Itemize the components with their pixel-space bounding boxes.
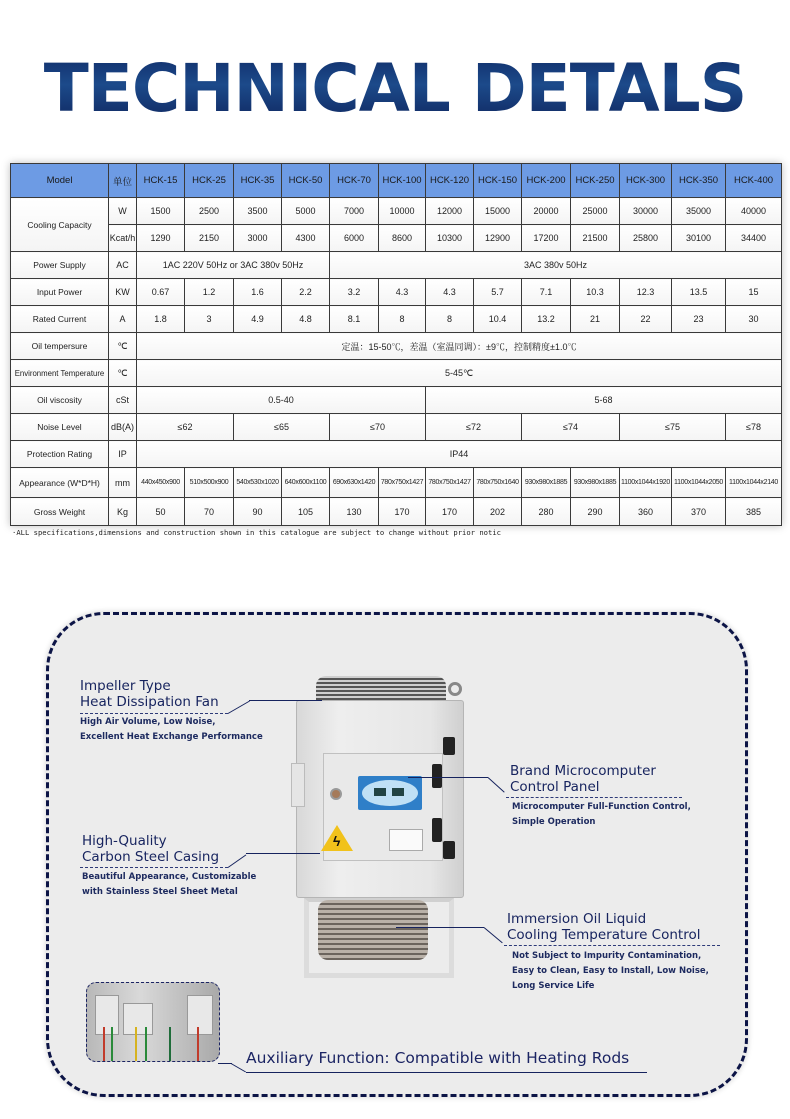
table-row-gross-weight xyxy=(11,498,782,526)
callout-fan-desc: High Air Volume, Low Noise, Excellent Heat Exchange Performance xyxy=(80,717,263,742)
table-cell: 930x980x1885 xyxy=(522,468,571,498)
table-cell: 510x500x900 xyxy=(185,468,234,498)
table-cell: ≤65 xyxy=(234,414,330,441)
table-row-input-power xyxy=(11,279,782,306)
table-cell: 930x980x1885 xyxy=(571,468,620,498)
table-cell: 12000 xyxy=(426,198,474,225)
lifting-eyebolt-icon xyxy=(448,682,462,696)
table-cell: ≤78 xyxy=(726,414,782,441)
cabinet-casing: ϟ xyxy=(296,700,464,898)
table-cell: 12900 xyxy=(474,225,522,252)
row-unit: IP xyxy=(109,441,137,468)
row-unit: A xyxy=(109,306,137,333)
table-cell: 8 xyxy=(426,306,474,333)
page-title: TECHNICAL DETALS xyxy=(0,44,790,134)
table-cell: 4.3 xyxy=(379,279,426,306)
table-cell: 3500 xyxy=(234,198,282,225)
table-cell: 定温：15-50℃，差温（室温同调）：±9℃，控制精度±1.0℃ xyxy=(137,333,782,360)
temperature-display-icon xyxy=(392,788,404,796)
row-unit: ℃ xyxy=(109,333,137,360)
table-cell: 2150 xyxy=(185,225,234,252)
table-cell: 1100x1044x1920 xyxy=(620,468,672,498)
table-cell: 21500 xyxy=(571,225,620,252)
table-cell: 50 xyxy=(137,498,185,526)
table-cell: ≤62 xyxy=(137,414,234,441)
door-latch-icon xyxy=(432,764,442,788)
row-label: Protection Rating xyxy=(11,441,109,468)
table-cell: 0.67 xyxy=(137,279,185,306)
table-cell: 4.3 xyxy=(426,279,474,306)
table-header-row xyxy=(11,164,782,198)
row-label: Environment Temperature xyxy=(11,360,109,387)
row-unit: ℃ xyxy=(109,360,137,387)
row-unit: mm xyxy=(109,468,137,498)
table-cell: 170 xyxy=(426,498,474,526)
header-model-cell: HCK-35 xyxy=(234,164,282,198)
table-cell: 105 xyxy=(282,498,330,526)
table-row-noise-level xyxy=(11,414,782,441)
callout-fan-underline xyxy=(80,713,228,714)
table-cell: 780x750x1427 xyxy=(379,468,426,498)
table-cell: 640x600x1100 xyxy=(282,468,330,498)
row-label: Oil viscosity xyxy=(11,387,109,414)
table-cell: 10.3 xyxy=(571,279,620,306)
table-cell: 3AC 380v 50Hz xyxy=(330,252,782,279)
table-cell: 385 xyxy=(726,498,782,526)
table-cell: 8.1 xyxy=(330,306,379,333)
table-cell: ≤74 xyxy=(522,414,620,441)
table-cell: 290 xyxy=(571,498,620,526)
table-cell: 10300 xyxy=(426,225,474,252)
table-cell: 2.2 xyxy=(282,279,330,306)
table-cell: 20000 xyxy=(522,198,571,225)
table-row-cooling-w xyxy=(11,198,782,225)
wiring-cabinet-photo xyxy=(86,982,220,1062)
table-cell: 360 xyxy=(620,498,672,526)
table-cell: ≤72 xyxy=(426,414,522,441)
table-cell: 34400 xyxy=(726,225,782,252)
power-knob-icon xyxy=(330,788,342,800)
table-cell: 3 xyxy=(185,306,234,333)
table-cell: 1.2 xyxy=(185,279,234,306)
table-cell: 5-68 xyxy=(426,387,782,414)
table-cell: 7000 xyxy=(330,198,379,225)
immersion-coil-icon xyxy=(318,900,428,960)
header-model-cell: HCK-350 xyxy=(672,164,726,198)
table-cell: 1100x1044x2050 xyxy=(672,468,726,498)
row-label: Noise Level xyxy=(11,414,109,441)
table-cell: 1AC 220V 50Hz or 3AC 380v 50Hz xyxy=(137,252,330,279)
door-handle-icon xyxy=(443,841,455,859)
header-model-cell: HCK-25 xyxy=(185,164,234,198)
row-label: Gross Weight xyxy=(11,498,109,526)
table-cell: 30000 xyxy=(620,198,672,225)
header-model-cell: HCK-100 xyxy=(379,164,426,198)
table-cell: 12.3 xyxy=(620,279,672,306)
table-row-rated-current xyxy=(11,306,782,333)
callout-immersion-title: Immersion Oil Liquid Cooling Temperature Control xyxy=(507,911,701,943)
table-cell: 13.5 xyxy=(672,279,726,306)
row-label: Rated Current xyxy=(11,306,109,333)
table-cell: 5-45℃ xyxy=(137,360,782,387)
header-model-cell: HCK-50 xyxy=(282,164,330,198)
table-cell: 130 xyxy=(330,498,379,526)
contactor-icon xyxy=(187,995,213,1035)
callout-immersion-leader xyxy=(396,927,484,928)
callout-casing-desc: Beautiful Appearance, Customizable with Stainless Steel Sheet Metal xyxy=(82,872,257,897)
table-row-environment-temperature xyxy=(11,360,782,387)
spec-table xyxy=(10,163,782,526)
row-unit: W xyxy=(109,198,137,225)
terminal-block-icon xyxy=(123,1003,153,1035)
table-cell: 35000 xyxy=(672,198,726,225)
table-cell: 370 xyxy=(672,498,726,526)
table-cell: 4.9 xyxy=(234,306,282,333)
callout-fan-leader xyxy=(249,700,322,701)
table-cell: 4300 xyxy=(282,225,330,252)
row-label: Oil tempersure xyxy=(11,333,109,360)
table-cell: 3.2 xyxy=(330,279,379,306)
table-cell: 3000 xyxy=(234,225,282,252)
table-cell: 21 xyxy=(571,306,620,333)
table-cell: 17200 xyxy=(522,225,571,252)
table-cell: 25000 xyxy=(571,198,620,225)
callout-panel-title: Brand Microcomputer Control Panel xyxy=(510,763,656,795)
table-cell: 1100x1044x2140 xyxy=(726,468,782,498)
table-cell: 7.1 xyxy=(522,279,571,306)
table-cell: 30 xyxy=(726,306,782,333)
temperature-display-icon xyxy=(374,788,386,796)
table-cell: ≤70 xyxy=(330,414,426,441)
table-cell: 15 xyxy=(726,279,782,306)
row-unit: dB(A) xyxy=(109,414,137,441)
row-label: Appearance (W*D*H) xyxy=(11,468,109,498)
row-unit: Kcat/h xyxy=(109,225,137,252)
door-latch-icon xyxy=(432,818,442,842)
header-model-cell: HCK-250 xyxy=(571,164,620,198)
table-row-protection-rating xyxy=(11,441,782,468)
header-model: Model xyxy=(11,164,109,198)
row-unit: AC xyxy=(109,252,137,279)
row-unit: KW xyxy=(109,279,137,306)
table-row-appearance xyxy=(11,468,782,498)
table-cell: 780x750x1427 xyxy=(426,468,474,498)
callout-panel-underline xyxy=(506,797,682,798)
table-cell: 780x750x1640 xyxy=(474,468,522,498)
table-cell: 440x450x900 xyxy=(137,468,185,498)
table-cell: 30100 xyxy=(672,225,726,252)
table-row-power-supply xyxy=(11,252,782,279)
table-cell: 25800 xyxy=(620,225,672,252)
row-label: Cooling Capacity xyxy=(11,198,109,252)
table-row-cooling-kcal xyxy=(11,225,782,252)
table-cell: 8 xyxy=(379,306,426,333)
table-cell: 4.8 xyxy=(282,306,330,333)
callout-fan-title: Impeller Type Heat Dissipation Fan xyxy=(80,678,219,710)
table-cell: 1290 xyxy=(137,225,185,252)
table-cell: 1.8 xyxy=(137,306,185,333)
table-cell: 280 xyxy=(522,498,571,526)
table-cell: 5.7 xyxy=(474,279,522,306)
table-cell: 2500 xyxy=(185,198,234,225)
disclaimer-note: ·ALL specifications,dimensions and construction shown in this catalogue are subject to change without prior notic xyxy=(12,528,501,537)
door-handle-icon xyxy=(443,737,455,755)
header-model-cell: HCK-300 xyxy=(620,164,672,198)
header-unit: 单位 xyxy=(109,164,137,198)
callout-panel-desc: Microcomputer Full-Function Control, Simple Operation xyxy=(512,802,691,827)
table-cell: 23 xyxy=(672,306,726,333)
table-cell: 0.5-40 xyxy=(137,387,426,414)
table-row-oil-viscosity xyxy=(11,387,782,414)
header-model-cell: HCK-200 xyxy=(522,164,571,198)
header-model-cell: HCK-400 xyxy=(726,164,782,198)
table-cell: 1500 xyxy=(137,198,185,225)
auxiliary-underline xyxy=(246,1072,647,1073)
table-cell: 202 xyxy=(474,498,522,526)
callout-casing-leader xyxy=(246,853,320,854)
row-label: Input Power xyxy=(11,279,109,306)
table-cell: 40000 xyxy=(726,198,782,225)
row-unit: cSt xyxy=(109,387,137,414)
table-cell: 8600 xyxy=(379,225,426,252)
control-panel-display xyxy=(358,776,422,810)
table-cell: 690x630x1420 xyxy=(330,468,379,498)
auxiliary-function-label: Auxiliary Function: Compatible with Heating Rods xyxy=(246,1049,630,1067)
header-model-cell: HCK-70 xyxy=(330,164,379,198)
spec-label-sticker xyxy=(389,829,423,851)
table-cell: 10000 xyxy=(379,198,426,225)
callout-immersion-desc: Not Subject to Impurity Contamination, Easy to Clean, Easy to Install, Low Noise, Long Service Life xyxy=(512,951,709,991)
table-row-oil-temperature xyxy=(11,333,782,360)
callout-casing-title: High-Quality Carbon Steel Casing xyxy=(82,833,220,865)
table-cell: 13.2 xyxy=(522,306,571,333)
table-cell: 6000 xyxy=(330,225,379,252)
contactor-icon xyxy=(95,995,119,1035)
oil-chiller-illustration xyxy=(288,672,478,980)
side-junction-box xyxy=(291,763,305,807)
row-unit: Kg xyxy=(109,498,137,526)
header-model-cell: HCK-120 xyxy=(426,164,474,198)
table-cell: 22 xyxy=(620,306,672,333)
table-cell: 170 xyxy=(379,498,426,526)
callout-panel-leader xyxy=(408,777,488,778)
callout-immersion-underline xyxy=(504,945,720,946)
header-model-cell: HCK-15 xyxy=(137,164,185,198)
table-cell: 15000 xyxy=(474,198,522,225)
table-cell: 70 xyxy=(185,498,234,526)
table-cell: 540x530x1020 xyxy=(234,468,282,498)
table-cell: 5000 xyxy=(282,198,330,225)
table-cell: 90 xyxy=(234,498,282,526)
callout-casing-underline xyxy=(80,867,228,868)
row-label: Power Supply xyxy=(11,252,109,279)
table-cell: ≤75 xyxy=(620,414,726,441)
table-cell: 1.6 xyxy=(234,279,282,306)
table-cell: 10.4 xyxy=(474,306,522,333)
table-cell: IP44 xyxy=(137,441,782,468)
header-model-cell: HCK-150 xyxy=(474,164,522,198)
